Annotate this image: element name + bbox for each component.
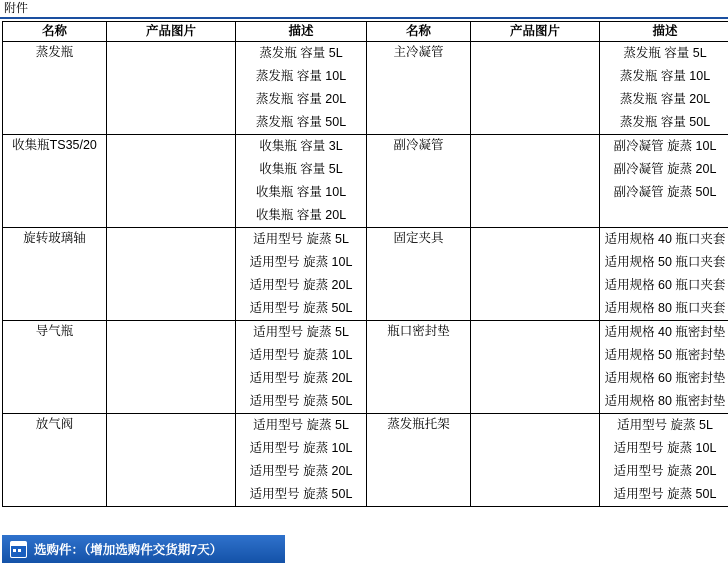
desc-line: 副冷凝管 旋蒸 10L <box>613 139 717 153</box>
header-desc-right: 描述 <box>600 22 728 42</box>
table-body <box>3 42 728 507</box>
desc-line: 适用型号 旋蒸 10L <box>249 348 353 362</box>
desc-line: 适用规格 50 瓶密封垫 <box>604 348 726 362</box>
cell-image-right <box>471 321 600 414</box>
cell-image-left <box>107 135 236 228</box>
desc-line: 适用型号 旋蒸 5L <box>617 418 713 432</box>
desc-line: 适用型号 旋蒸 5L <box>253 325 349 339</box>
desc-line: 蒸发瓶 容量 20L <box>255 92 347 106</box>
cell-name-left: 旋转玻璃轴 <box>3 228 107 321</box>
accessories-table <box>2 21 728 507</box>
cell-desc-left <box>236 135 367 228</box>
cell-image-left <box>107 414 236 507</box>
desc-line: 蒸发瓶 容量 50L <box>619 115 711 129</box>
header-name-right: 名称 <box>367 22 471 42</box>
header-desc-left: 描述 <box>236 22 367 42</box>
cell-image-right <box>471 414 600 507</box>
cell-name-right: 瓶口密封垫 <box>367 321 471 414</box>
desc-line: 蒸发瓶 容量 10L <box>255 69 347 83</box>
cell-name-right: 固定夹具 <box>367 228 471 321</box>
desc-line: 适用规格 80 瓶密封垫 <box>604 394 726 408</box>
cell-desc-left <box>236 42 367 135</box>
cell-desc-right <box>600 414 728 507</box>
desc-line: 收集瓶 容量 10L <box>255 185 347 199</box>
desc-line: 蒸发瓶 容量 5L <box>259 46 343 60</box>
desc-line: 适用型号 旋蒸 20L <box>613 464 717 478</box>
table-header <box>3 22 728 42</box>
desc-line: 蒸发瓶 容量 20L <box>619 92 711 106</box>
header-image-right: 产品图片 <box>471 22 600 42</box>
cell-desc-right <box>600 42 728 135</box>
cell-name-left: 收集瓶TS35/20 <box>3 135 107 228</box>
table-row <box>3 135 728 228</box>
calendar-icon <box>10 541 27 558</box>
desc-line: 收集瓶 容量 20L <box>255 208 347 222</box>
desc-line: 适用型号 旋蒸 10L <box>613 441 717 455</box>
desc-line: 适用型号 旋蒸 50L <box>613 487 717 501</box>
cell-image-right <box>471 228 600 321</box>
optional-parts-label: 选购件：（增加选购件交货期7天） <box>34 543 223 557</box>
desc-line: 适用型号 旋蒸 50L <box>249 487 353 501</box>
cell-name-right: 副冷凝管 <box>367 135 471 228</box>
header-image-left: 产品图片 <box>107 22 236 42</box>
desc-line: 适用型号 旋蒸 5L <box>253 232 349 246</box>
cell-name-left: 导气瓶 <box>3 321 107 414</box>
desc-line: 适用规格 80 瓶口夹套 <box>604 301 726 315</box>
cell-desc-left <box>236 228 367 321</box>
desc-line: 适用型号 旋蒸 50L <box>249 301 353 315</box>
table-row <box>3 42 728 135</box>
desc-line: 蒸发瓶 容量 10L <box>619 69 711 83</box>
cell-image-right <box>471 42 600 135</box>
desc-line: 适用规格 40 瓶口夹套 <box>604 232 726 246</box>
cell-name-right: 主冷凝管 <box>367 42 471 135</box>
desc-line: 副冷凝管 旋蒸 50L <box>613 185 717 199</box>
section-title-bar <box>0 0 728 19</box>
page-title: 附件 <box>4 1 29 15</box>
cell-desc-right <box>600 228 728 321</box>
header-name-left: 名称 <box>3 22 107 42</box>
table-header-row <box>3 22 728 42</box>
cell-image-left <box>107 228 236 321</box>
table-row <box>3 228 728 321</box>
desc-line: 适用规格 40 瓶密封垫 <box>604 325 726 339</box>
cell-desc-right <box>600 135 728 228</box>
cell-name-right: 蒸发瓶托架 <box>367 414 471 507</box>
cell-desc-left <box>236 321 367 414</box>
desc-line: 适用型号 旋蒸 20L <box>249 371 353 385</box>
table-row <box>3 414 728 507</box>
desc-line: 适用型号 旋蒸 50L <box>249 394 353 408</box>
cell-desc-right <box>600 321 728 414</box>
desc-line: 适用规格 60 瓶密封垫 <box>604 371 726 385</box>
desc-line: 适用规格 50 瓶口夹套 <box>604 255 726 269</box>
desc-line: 适用型号 旋蒸 5L <box>253 418 349 432</box>
cell-name-left: 蒸发瓶 <box>3 42 107 135</box>
cell-desc-left <box>236 414 367 507</box>
cell-image-left <box>107 321 236 414</box>
optional-parts-button[interactable] <box>2 535 285 563</box>
desc-line: 收集瓶 容量 3L <box>259 139 343 153</box>
cell-image-right <box>471 135 600 228</box>
desc-line: 蒸发瓶 容量 5L <box>623 46 707 60</box>
cell-image-left <box>107 42 236 135</box>
desc-line: 副冷凝管 旋蒸 20L <box>613 162 717 176</box>
table-row <box>3 321 728 414</box>
desc-line: 适用型号 旋蒸 10L <box>249 255 353 269</box>
desc-line: 蒸发瓶 容量 50L <box>255 115 347 129</box>
desc-line: 适用型号 旋蒸 20L <box>249 464 353 478</box>
desc-line: 适用规格 60 瓶口夹套 <box>604 278 726 292</box>
desc-line: 适用型号 旋蒸 10L <box>249 441 353 455</box>
desc-line: 适用型号 旋蒸 20L <box>249 278 353 292</box>
desc-line: 收集瓶 容量 5L <box>259 162 343 176</box>
cell-name-left: 放气阀 <box>3 414 107 507</box>
